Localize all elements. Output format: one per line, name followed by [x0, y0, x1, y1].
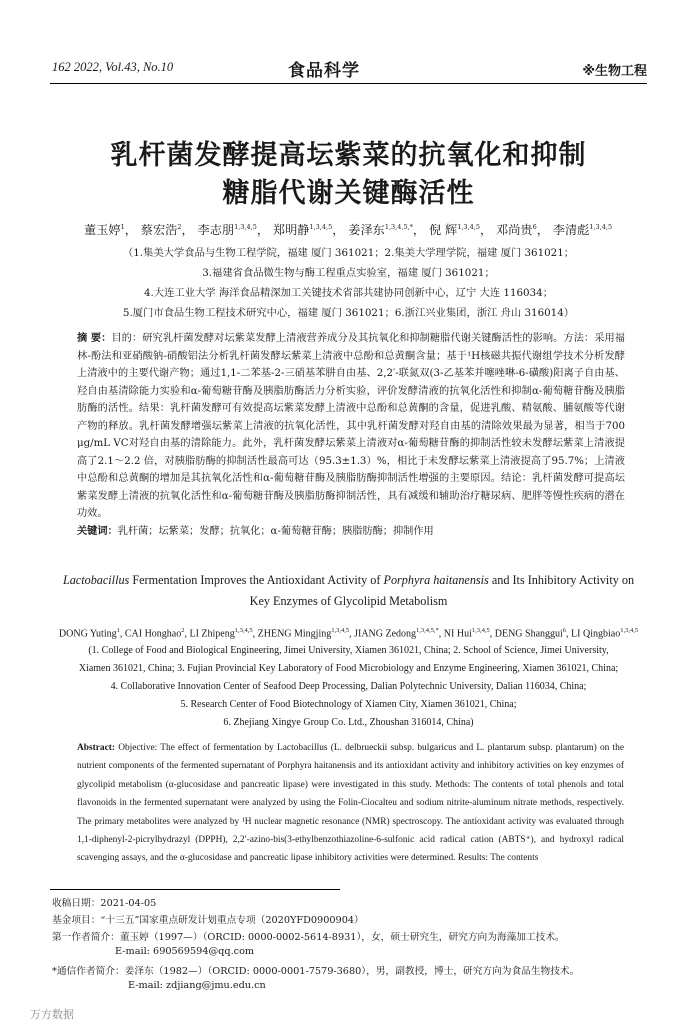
author-name: CAI Honghao	[124, 628, 182, 640]
author-affil-sup: 1,3,4,5	[457, 222, 480, 231]
paper-title-en-line-1: Lactobacillus Fermentation Improves the Antioxidant Activity of Porphyra haitanensis and Its Inhibitory Activity on	[62, 573, 635, 587]
author-affil-sup: 1,3,4,5	[234, 222, 257, 231]
paper-title-line-1: 乳杆菌发酵提高坛紫菜的抗氧化和抑制	[110, 140, 587, 171]
author-affil-sup: 1,3,4,5	[471, 627, 490, 634]
author-name: 蔡宏浩	[140, 223, 178, 237]
affiliation-en-line: 6. Zhejiang Xingye Group Co. Ltd., Zhoushan 316014, China)	[223, 717, 474, 728]
abstract-en-text: Objective: The effect of fermentation by Lactobacillus (L. delbrueckii subsp. bulgaricus and L. plantarum subsp. plantarum) on the nutrient components of the fermented supernatant of Porphyra haitanensis and its antioxidant activity and inhibitory activities on key enzymes of glycolipid metabolism (α-glucosidase and pancreatic lipase) were investigated in this study. Methods: The contents of total phenols and total flavonoids in the fermented supernatant were analyzed by using the Folin-Ciocalteu and sodium nitrite-aluminum nitrate methods, respectively. The primary metabolites were analyzed by ¹H nuclear magnetic resonance (NMR) spectroscopy. The antioxidant activity was evaluated through 1,1-diphenyl-2-picrylhydrazyl (DPPH), 2,2′-azino-bis(3-ethylbenzothiazoline-6-sulfonic acid radical cation (ABTS⁺), and hydroxyl radical scavenging assays, and the α-glucosidase and pancreatic lipase inhibitory activities were determined. Results: The contents	[77, 743, 625, 864]
header-rule	[50, 83, 647, 84]
author-affil-sup: 6	[532, 222, 537, 231]
affiliation-en-line: (1. College of Food and Biological Engineering, Jimei University, Xiamen 361021, China; 2. School of Science, Jimei University,	[88, 645, 609, 656]
footnote-first-author: 第一作者简介：董玉婷（1997—）（ORCID: 0000-0002-5614-8931），女，硕士研究生，研究方向为海藻加工技术。	[52, 932, 565, 943]
author-name: LI Zhipeng	[189, 628, 235, 640]
affiliation-cn-line: 4.大连工业大学 海洋食品精深加工关键技术省部共建协同创新中心，辽宁 大连 116034；	[143, 287, 554, 299]
author-name: DONG Yuting	[58, 628, 117, 640]
keywords-cn-label: 关键词：	[77, 524, 118, 537]
author-list-cn: 董玉婷$^1$， 蔡宏浩$^2$， 李志朋$^{1,3,4,5}$， 郑明静$^{1,3,4,5}$， 姜泽东$^{1,3,4,5,*}$， 倪 辉$^{1,3,4,5}$， 邓尚贵$^6$， 李清彪$^{1,3,4,5}$	[84, 222, 613, 237]
footnote-first-email: E-mail: 690569594@qq.com	[115, 946, 255, 957]
author-name: 郑明静	[272, 223, 310, 237]
abstract-cn-label: 摘 要：	[77, 332, 112, 344]
affiliation-cn-line: 5.厦门市食品生物工程技术研究中心，福建 厦门 361021；6.浙江兴业集团，浙江 舟山 316014）	[122, 307, 575, 319]
footnote-corr-author: *通信作者简介：姜泽东（1982—）（ORCID: 0000-0001-7579-3680），男，副教授，博士，研究方向为食品生物技术。	[52, 966, 580, 977]
affiliation-en-line: 4. Collaborative Innovation Center of Seafood Deep Processing, Dalian Polytechnic University, Dalian 116034, China;	[110, 681, 587, 692]
author-affil-sup: 1,3,4,5,*	[384, 222, 413, 231]
abstract-cn	[77, 330, 625, 540]
journal-logo: 食品科学	[288, 61, 360, 81]
section-label: ※生物工程	[582, 64, 647, 79]
affiliation-en-line: Xiamen 361021, China; 3. Fujian Provincial Key Laboratory of Food Microbiology and Enzyme Engineering, Xiamen 361021, China;	[78, 663, 619, 674]
author-name: 姜泽东	[348, 223, 385, 237]
author-name: 董玉婷	[84, 223, 121, 237]
author-affil-sup: 6	[562, 627, 567, 634]
author-affil-sup: 1	[116, 627, 120, 634]
affiliation-cn-line: 3.福建省食品微生物与酶工程重点实验室，福建 厦门 361021；	[202, 267, 495, 279]
author-name: 邓尚贵	[496, 223, 533, 237]
author-name: JIANG Zedong	[354, 628, 417, 640]
author-name: 李志朋	[197, 223, 235, 237]
author-affil-sup: 1	[120, 222, 125, 231]
author-affil-sup: 1,3,4,5	[589, 222, 613, 231]
footnote-rule	[50, 889, 340, 890]
watermark: 万方数据	[30, 1008, 74, 1021]
author-affil-sup: 1,3,4,5	[331, 627, 350, 634]
author-name: 李清彪	[552, 223, 590, 237]
author-name: NI Hui	[443, 628, 472, 640]
journal-issue-header: 162 2022, Vol.43, No.10	[52, 60, 174, 74]
affiliation-cn-line: （1.集美大学食品与生物工程学院，福建 厦门 361021；2.集美大学理学院，福建 厦门 361021；	[122, 247, 575, 259]
author-name: DENG Shanggui	[494, 628, 563, 640]
abstract-cn-text: 目的：研究乳杆菌发酵对坛紫菜发酵上清液营养成分及其抗氧化和抑制糖脂代谢关键酶活性的影响。方法：采用福林-酚法和亚硝酸钠-硝酸铝法分析乳杆菌发酵坛紫菜上清液中总酚和总黄酮含量；基于¹H核磁共振代谢组学技术分析发酵上清液中的主要代谢产物；通过1,1-二苯基-2-三硝基苯肼自由基、2,2′-联氮双(3-乙基苯并噻唑啉-6-磺酸)阳离子自由基、羟自由基清除能力实验和α-葡萄糖苷酶及胰脂肪酶活力分析实验，评价发酵清液的抗氧化活性和抑制α-葡萄糖苷酶及胰脂肪酶的活性。结果：乳杆菌发酵可有效提高坛紫菜发酵上清液中总酚和总黄酮的含量，促进乳酸、精氨酸、脯氨酸等代谢产物的释放。乳杆菌发酵增强坛紫菜上清液的抗氧化活性，其中乳杆菌发酵对羟自由基的清除效果最为显著，相当于700 μg/mL VC对羟自由基的清除能力。此外，乳杆菌发酵坛紫菜上清液对α-葡萄糖苷酶的抑制活性较未发酵坛紫菜上清液提高了2.1～2.2 倍，对胰脂肪酶的抑制活性最高可达（95.3±1.3）%，相比于未发酵坛紫菜上清液提高了95.7%；上清液中总酚和总黄酮的增加是其抗氧化活性和α-葡萄糖苷酶及胰脂肪酶抑制活性增强的主要原因。结论：乳杆菌发酵可提高坛紫菜发酵上清液的抗氧化活性和α-葡萄糖苷酶及胰脂肪酶抑制活性，具有减缓和辅助治疗糖尿病、肥胖等慢性疾病的潜在功效。	[77, 333, 625, 519]
author-affil-sup: 1,3,4,5,*	[416, 627, 439, 634]
author-affil-sup: 1,3,4,5	[234, 627, 253, 634]
footnote-fund: 基金项目：“十三五”国家重点研发计划重点专项（2020YFD0900904）	[52, 915, 364, 926]
author-affil-sup: 2	[181, 627, 185, 634]
author-list-en: DONG Yuting$^1$, CAI Honghao$^2$, LI Zhipeng$^{1,3,4,5}$, ZHENG Mingjing$^{1,3,4,5}$, JIANG Zedong$^{1,3,4,5,*}$, NI Hui$^{1,3,4,5}$, DENG Shanggui$^6$, LI Qingbiao$^{1,3,4,5}$	[58, 627, 639, 640]
paper-title-en-line-2: Key Enzymes of Glycolipid Metabolism	[249, 594, 448, 608]
footnote-received: 收稿日期：2021-04-05	[52, 898, 157, 909]
author-name: LI Qingbiao	[571, 628, 621, 640]
footnote-corr-email: E-mail: zdjiang@jmu.edu.cn	[128, 980, 266, 991]
abstract-en-label: Abstract:	[77, 743, 116, 753]
affiliation-en-line: 5. Research Center of Food Biotechnology of Xiamen City, Xiamen 361021, China;	[180, 699, 517, 710]
author-affil-sup: 1,3,4,5	[309, 222, 333, 231]
abstract-en	[77, 739, 624, 868]
author-name: ZHENG Mingjing	[257, 628, 332, 640]
keywords-cn: 乳杆菌；坛紫菜；发酵；抗氧化；α-葡萄糖苷酶；胰脂肪酶；抑制作用	[117, 525, 434, 537]
paper-title-line-2: 糖脂代谢关键酶活性	[222, 178, 475, 209]
author-name: 倪 辉	[428, 223, 458, 237]
author-affil-sup: 2	[177, 222, 182, 231]
author-affil-sup: 1,3,4,5	[620, 627, 639, 634]
